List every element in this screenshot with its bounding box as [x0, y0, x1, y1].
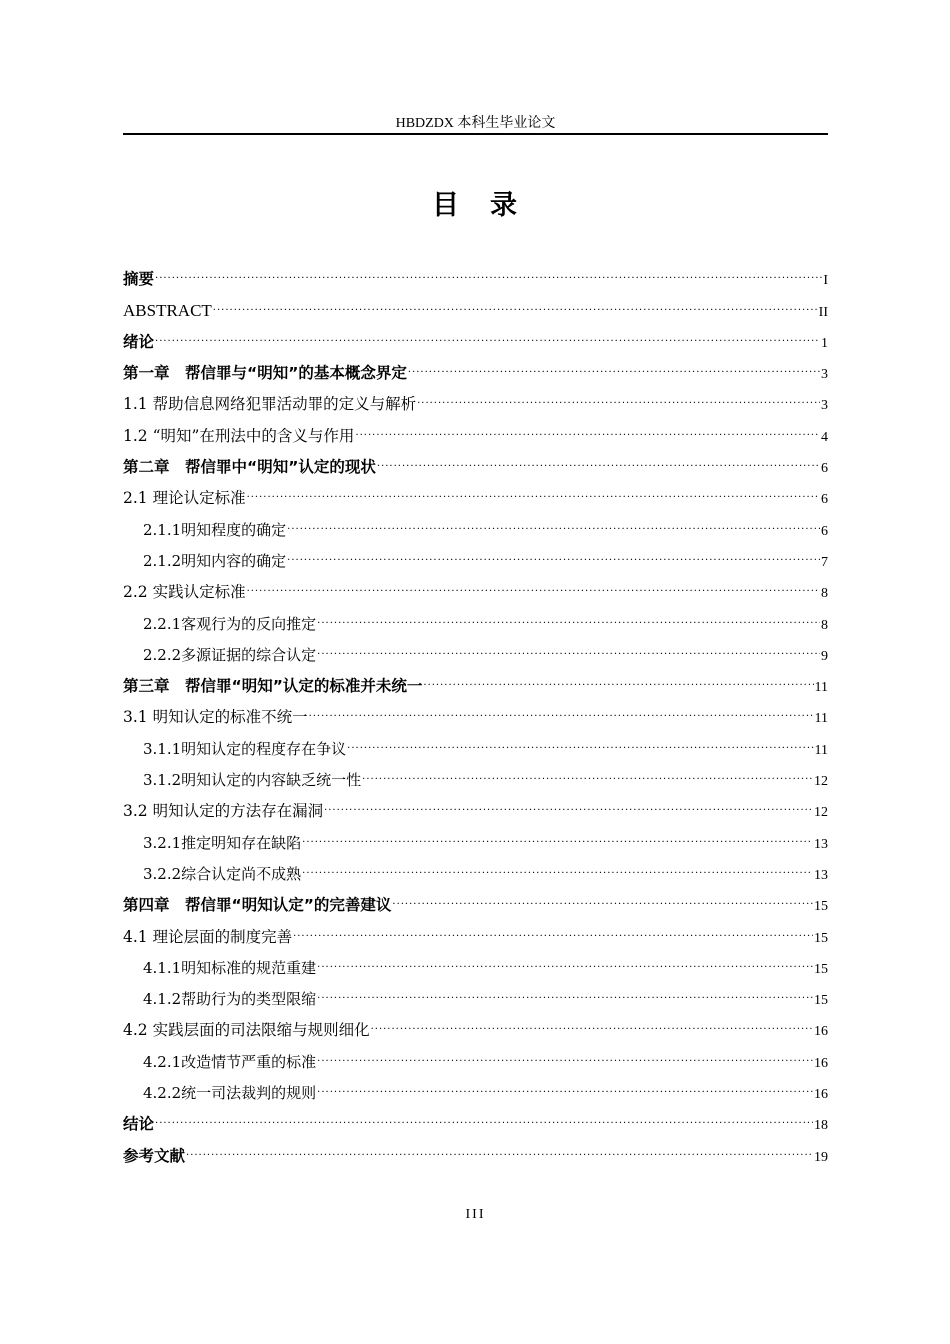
toc-dot-leader: [392, 899, 813, 915]
page-title: 目 录: [432, 190, 519, 221]
toc-entry-label: 4.2.1改造情节严重的标准: [143, 1052, 317, 1071]
toc-entry-label: 2.2.2多源证据的综合认定: [143, 645, 317, 664]
toc-entry-page: 6: [821, 461, 828, 477]
header-rule: [123, 133, 828, 135]
toc-dot-leader: [317, 1056, 813, 1072]
toc-dot-leader: [317, 962, 813, 978]
running-header: HBDZDX 本科生毕业论文: [395, 116, 556, 131]
toc-dot-leader: [317, 993, 813, 1009]
toc-entry-page: 12: [814, 805, 828, 821]
toc-dot-leader: [247, 586, 820, 602]
toc-entry-page: 1: [821, 335, 828, 351]
toc-dot-leader: [371, 1024, 813, 1040]
toc-entry[interactable]: [123, 543, 828, 574]
toc-dot-leader: [213, 305, 818, 321]
toc-entry-label: 第三章 帮信罪“明知”认定的标准并未统一: [123, 677, 423, 696]
toc-entry-label: 参考文献: [123, 1146, 186, 1165]
toc-entry[interactable]: [123, 1106, 828, 1137]
toc-entry-label: 2.2 实践认定标准: [123, 583, 246, 602]
toc-entry[interactable]: [123, 480, 828, 511]
toc-entry-page: I: [823, 273, 828, 289]
toc-dot-leader: [302, 837, 813, 853]
toc-entry[interactable]: [123, 793, 828, 824]
toc-entry-label: 3.1 明知认定的标准不统一: [123, 708, 308, 727]
toc-entry-label: 2.1 理论认定标准: [123, 489, 246, 508]
toc-entry-label: 1.2 “明知”在刑法中的含义与作用: [123, 426, 355, 445]
toc-entry-page: 3: [821, 398, 828, 414]
toc-dot-leader: [317, 618, 820, 634]
toc-entry[interactable]: [123, 449, 828, 480]
toc-dot-leader: [293, 931, 813, 947]
toc-entry-page: 11: [814, 680, 828, 696]
toc-entry[interactable]: [123, 887, 828, 918]
toc-dot-leader: [287, 524, 820, 540]
toc-entry-label: 4.1 理论层面的制度完善: [123, 927, 293, 946]
toc-entry[interactable]: [123, 762, 828, 793]
toc-entry[interactable]: [123, 981, 828, 1012]
toc-entry-page: 3: [821, 367, 828, 383]
toc-dot-leader: [347, 743, 813, 759]
toc-dot-leader: [355, 430, 820, 446]
toc-entry[interactable]: [123, 668, 828, 699]
table-of-contents: [123, 261, 828, 1169]
toc-entry[interactable]: [123, 292, 828, 323]
toc-dot-leader: [317, 649, 820, 665]
toc-dot-leader: [155, 336, 820, 352]
toc-entry-page: 15: [814, 993, 828, 1009]
toc-entry-page: 19: [814, 1149, 828, 1165]
toc-entry-page: 11: [814, 742, 828, 758]
toc-dot-leader: [186, 1150, 813, 1166]
toc-dot-leader: [287, 555, 820, 571]
toc-entry-label: 4.2.2统一司法裁判的规则: [143, 1084, 317, 1103]
toc-entry-page: 15: [814, 961, 828, 977]
toc-entry-label: 绪论: [123, 332, 155, 351]
toc-entry-page: 18: [814, 1118, 828, 1134]
toc-entry[interactable]: [123, 699, 828, 730]
toc-entry[interactable]: [123, 730, 828, 761]
toc-entry-page: 4: [821, 429, 828, 445]
toc-entry[interactable]: [123, 417, 828, 448]
toc-dot-leader: [302, 868, 813, 884]
toc-entry-label: 3.2 明知认定的方法存在漏洞: [123, 802, 324, 821]
toc-entry-page: 13: [814, 836, 828, 852]
toc-entry[interactable]: [123, 1012, 828, 1043]
toc-entry[interactable]: [123, 950, 828, 981]
toc-entry-label: 结论: [123, 1115, 155, 1134]
toc-entry-page: 13: [814, 867, 828, 883]
toc-entry-page: 11: [814, 711, 828, 727]
toc-entry[interactable]: [123, 824, 828, 855]
toc-entry-page: 6: [821, 523, 828, 539]
toc-entry[interactable]: [123, 856, 828, 887]
toc-entry[interactable]: [123, 918, 828, 949]
toc-entry[interactable]: [123, 574, 828, 605]
toc-dot-leader: [362, 774, 813, 790]
toc-entry-label: 第一章 帮信罪与“明知”的基本概念界定: [123, 364, 407, 383]
toc-dot-leader: [408, 367, 820, 383]
toc-entry-label: 4.2 实践层面的司法限缩与规则细化: [123, 1021, 370, 1040]
toc-entry-page: 7: [821, 554, 828, 570]
toc-entry-page: 15: [814, 899, 828, 915]
toc-entry[interactable]: [123, 605, 828, 636]
toc-entry[interactable]: [123, 1043, 828, 1074]
toc-entry[interactable]: [123, 637, 828, 668]
toc-dot-leader: [317, 1087, 813, 1103]
toc-entry-page: 16: [814, 1024, 828, 1040]
toc-entry[interactable]: [123, 261, 828, 292]
toc-entry-page: 8: [821, 617, 828, 633]
toc-entry-page: 8: [821, 586, 828, 602]
toc-entry-page: 16: [814, 1087, 828, 1103]
toc-dot-leader: [247, 492, 820, 508]
toc-entry-label: 2.2.1客观行为的反向推定: [143, 614, 317, 633]
toc-entry-label: 3.2.2综合认定尚不成熟: [143, 864, 302, 883]
toc-entry[interactable]: [123, 324, 828, 355]
toc-entry-label: 3.1.1明知认定的程度存在争议: [143, 739, 347, 758]
toc-entry-page: II: [818, 304, 828, 320]
toc-dot-leader: [155, 1118, 813, 1134]
toc-entry-label: 3.1.2明知认定的内容缺乏统一性: [143, 771, 362, 790]
toc-entry[interactable]: [123, 355, 828, 386]
toc-entry[interactable]: [123, 511, 828, 542]
toc-entry-label: 第二章 帮信罪中“明知”认定的现状: [123, 458, 376, 477]
toc-dot-leader: [417, 398, 820, 414]
toc-entry[interactable]: [123, 1137, 828, 1168]
toc-entry-page: 6: [821, 492, 828, 508]
toc-entry-label: 1.1 帮助信息网络犯罪活动罪的定义与解析: [123, 395, 417, 414]
toc-entry-label: 第四章 帮信罪“明知认定”的完善建议: [123, 896, 392, 915]
toc-entry-label: 2.1.1明知程度的确定: [143, 520, 287, 539]
toc-entry-page: 16: [814, 1055, 828, 1071]
toc-entry-label: 摘要: [123, 270, 155, 289]
toc-dot-leader: [377, 461, 820, 477]
toc-entry-label: 4.1.2帮助行为的类型限缩: [143, 990, 317, 1009]
toc-entry-label: 4.1.1明知标准的规范重建: [143, 958, 317, 977]
toc-entry-page: 15: [814, 930, 828, 946]
toc-entry[interactable]: [123, 386, 828, 417]
toc-entry-page: 12: [814, 774, 828, 790]
toc-dot-leader: [155, 273, 822, 289]
toc-dot-leader: [309, 711, 814, 727]
toc-dot-leader: [423, 680, 813, 696]
toc-entry-label: ABSTRACT: [123, 300, 212, 320]
toc-entry[interactable]: [123, 1075, 828, 1106]
toc-entry-page: 9: [821, 648, 828, 664]
toc-dot-leader: [324, 805, 813, 821]
toc-entry-label: 2.1.2明知内容的确定: [143, 551, 287, 570]
toc-entry-label: 3.2.1推定明知存在缺陷: [143, 833, 302, 852]
page-number: III: [465, 1207, 486, 1222]
